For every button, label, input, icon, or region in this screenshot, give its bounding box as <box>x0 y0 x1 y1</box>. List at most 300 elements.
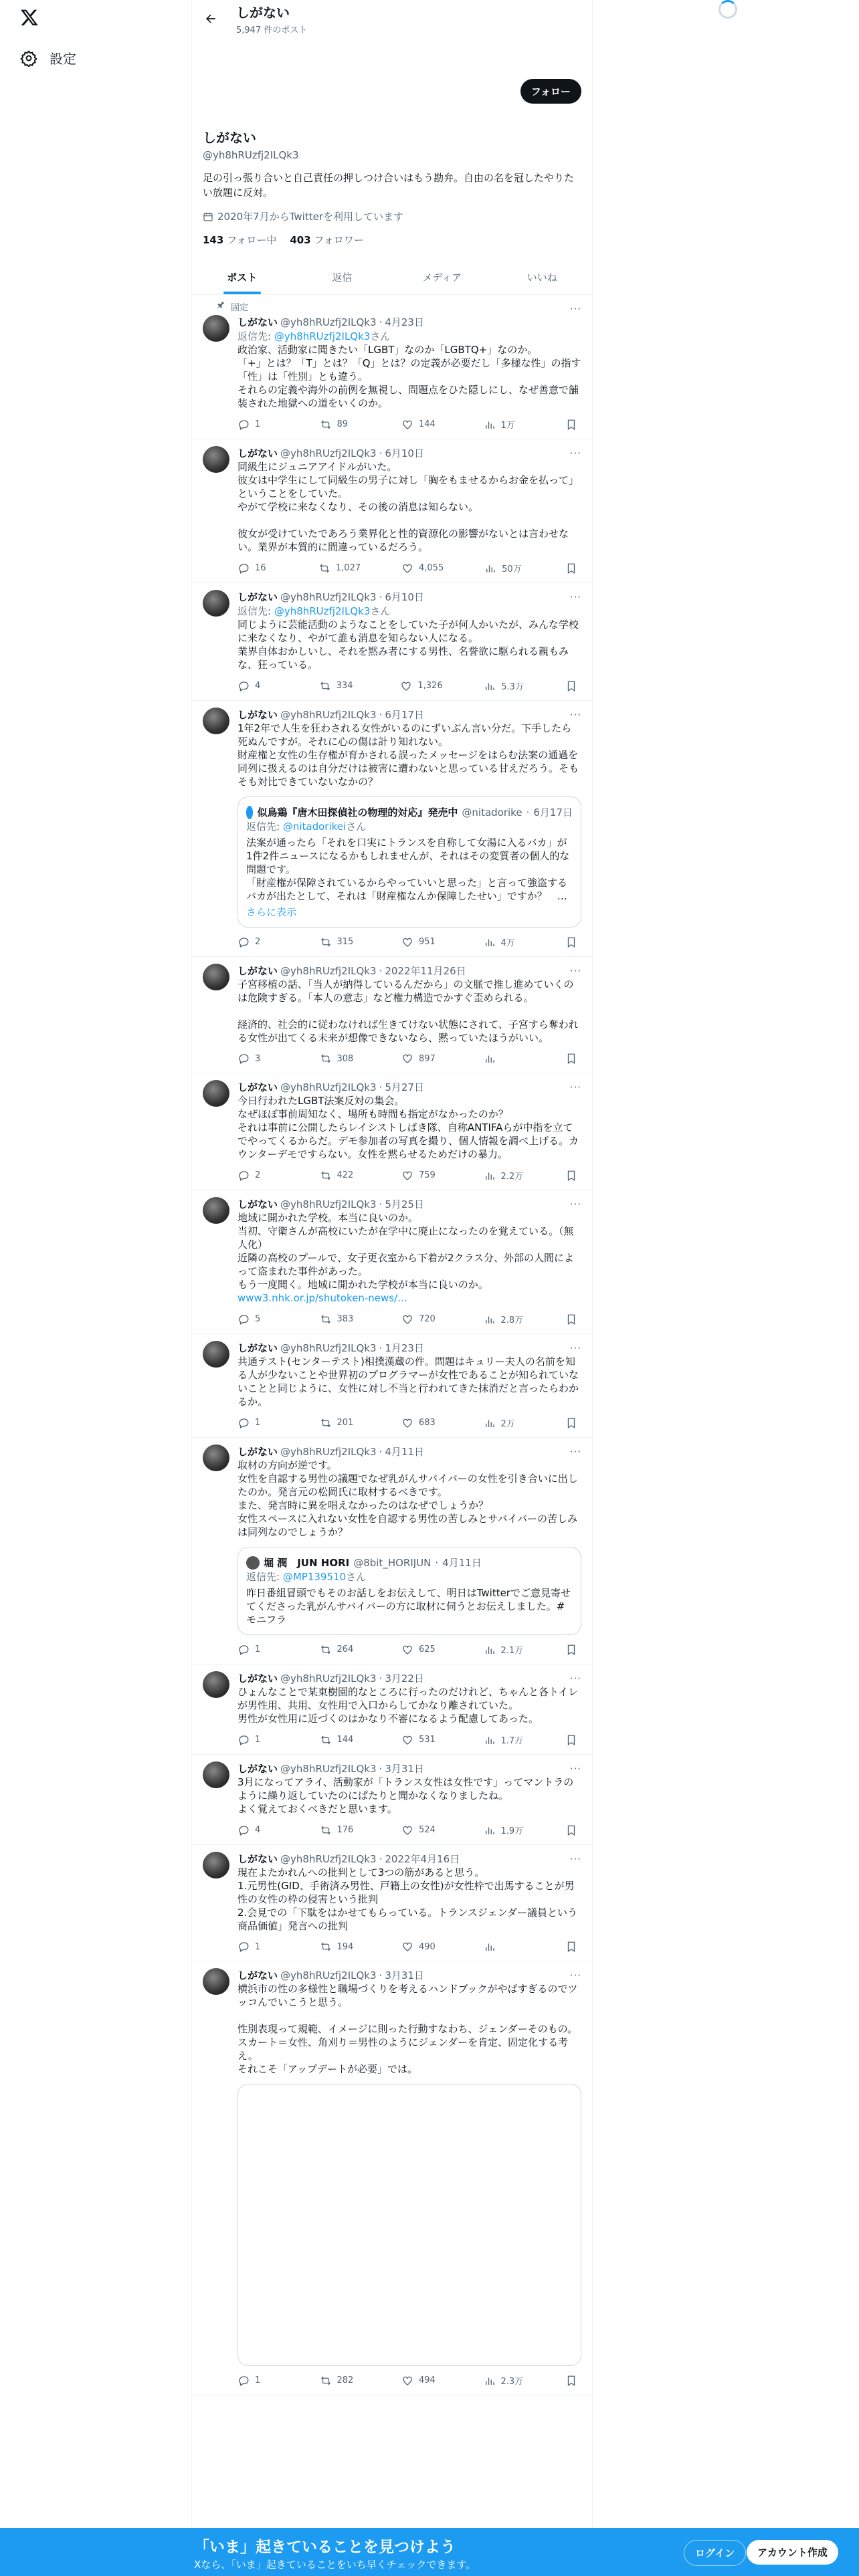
quote-reply-handle: @nitadorikei <box>282 821 347 833</box>
retweet-count: 334 <box>336 681 353 691</box>
tweet[interactable] <box>192 1073 592 1190</box>
retweet-button[interactable] <box>320 1824 360 1836</box>
more-options-icon[interactable]: ··· <box>569 1763 581 1775</box>
header-name: しがない <box>236 5 290 21</box>
tweet-author-name[interactable]: しがない <box>237 965 278 977</box>
like-button[interactable] <box>401 562 444 574</box>
tweet-author-handle[interactable]: @yh8hRUzfj2ILQk3 <box>280 447 377 459</box>
bookmark-button[interactable] <box>565 1733 579 1746</box>
retweet-button[interactable] <box>320 1941 360 1953</box>
tweet-body <box>237 1197 581 1325</box>
tweet-date[interactable]: 6月10日 <box>385 447 424 459</box>
retweet-button[interactable] <box>320 1053 360 1065</box>
like-button[interactable] <box>401 936 442 948</box>
like-button[interactable] <box>401 1053 442 1065</box>
reply-icon <box>237 419 250 431</box>
like-count: 531 <box>419 1735 436 1745</box>
views-count: 1.9万 <box>500 1826 524 1836</box>
quote-reply-to <box>246 819 573 833</box>
tweet-author-handle[interactable]: @yh8hRUzfj2ILQk3 <box>280 1762 377 1775</box>
tweet-date[interactable]: 4月11日 <box>385 1446 424 1458</box>
tweet-author-name[interactable]: しがない <box>237 1969 278 1981</box>
tweet-author-name[interactable]: しがない <box>237 316 278 328</box>
bookmark-icon <box>565 1417 577 1429</box>
tweet-date[interactable]: 2022年11月26日 <box>385 965 466 977</box>
retweet-button[interactable] <box>319 679 359 692</box>
tweet-header: しがない @yh8hRUzfj2ILQk3 · 2022年11月26日 <box>237 964 466 977</box>
retweet-button[interactable] <box>320 2374 360 2387</box>
tweet-body <box>237 1444 581 1656</box>
bookmark-button[interactable] <box>565 1053 579 1065</box>
retweet-icon <box>320 1170 332 1182</box>
tweet-date[interactable]: 5月25日 <box>385 1198 424 1210</box>
bookmark-icon <box>565 1824 577 1836</box>
views-icon <box>484 936 496 948</box>
bookmark-button[interactable] <box>565 936 579 948</box>
tweet-text: 同級生にジュニアアイドルがいた。 彼女は中学生にして同級生の男子に対し「胸をもませるからお金を払って」ということをしていた。 やがて学校に来なくなり、その後の消息は知らない。 彼女が受けていたであろう業界化と性的資源化の影響がないとは言わせない。業界が本質的に間違っているだろう。 <box>237 461 579 553</box>
reply-icon <box>237 2375 250 2387</box>
retweet-icon <box>320 1824 332 1836</box>
bookmark-button[interactable] <box>565 679 579 692</box>
tweet[interactable] <box>192 439 592 583</box>
more-options-icon[interactable]: ··· <box>569 1198 581 1210</box>
tweet-text: 今日行われたLGBT法案反対の集会。 なぜほぼ事前周知なく、場所も時間も指定がなかったのか？ それは事前に公開したらレイシストしばき隊、自称ANTIFAらが中指を立てでやってくるからだ。デモ参加者の写真を撮り、個人情報を調べ上げる。カウンターデモですらない。女性を黙らせるためだけの暴力。 <box>237 1095 579 1160</box>
reply-button[interactable] <box>237 1643 278 1656</box>
tweet-author-handle[interactable]: @yh8hRUzfj2ILQk3 <box>280 1852 377 1865</box>
followers-label: フォロワー <box>314 234 364 246</box>
tweet[interactable] <box>192 1665 592 1755</box>
tweet-body <box>237 1761 581 1836</box>
views-count: 2万 <box>500 1419 515 1429</box>
more-options-icon[interactable]: ··· <box>569 303 581 315</box>
retweet-button[interactable] <box>320 1169 360 1182</box>
tweet-author-handle[interactable]: @yh8hRUzfj2ILQk3 <box>280 708 377 721</box>
like-button[interactable] <box>401 1169 442 1182</box>
heart-icon <box>400 680 412 692</box>
tweet-body <box>237 1852 581 1953</box>
retweet-button[interactable] <box>318 562 361 574</box>
show-more-link[interactable]: さらに表示 <box>246 906 297 918</box>
retweet-icon <box>320 936 332 948</box>
tweet-body <box>237 446 581 574</box>
x-logo-icon[interactable] <box>20 8 39 27</box>
tweet-author-name[interactable]: しがない <box>237 1763 278 1775</box>
bookmark-button[interactable] <box>565 1643 579 1656</box>
retweet-button[interactable] <box>320 1733 360 1746</box>
bookmark-icon <box>565 1644 577 1656</box>
tweet-header: しがない @yh8hRUzfj2ILQk3 · 5月25日 <box>237 1198 424 1210</box>
avatar[interactable] <box>203 590 229 617</box>
tweet-author-name[interactable]: しがない <box>237 447 278 459</box>
avatar[interactable] <box>203 315 229 342</box>
avatar[interactable] <box>203 1671 229 1698</box>
retweet-button[interactable] <box>320 418 360 431</box>
tweet-date[interactable]: 3月22日 <box>385 1673 424 1685</box>
more-options-icon[interactable]: ··· <box>569 1342 581 1354</box>
tab-posts[interactable]: ポスト <box>192 260 292 294</box>
like-count: 524 <box>419 1825 436 1835</box>
like-count: 1,326 <box>417 681 443 691</box>
bookmark-icon <box>565 1734 577 1746</box>
tweet-date[interactable]: 2022年4月16日 <box>385 1853 460 1865</box>
tweet-author-handle[interactable]: @yh8hRUzfj2ILQk3 <box>280 1969 377 1981</box>
retweet-button[interactable] <box>320 1416 360 1429</box>
views-icon <box>484 1053 496 1065</box>
tweet-header: しがない @yh8hRUzfj2ILQk3 · 3月31日 <box>237 1762 424 1775</box>
tweet[interactable] <box>192 583 592 701</box>
bookmark-button[interactable] <box>565 2374 579 2387</box>
tweet-body <box>237 1080 581 1182</box>
reply-count: 1 <box>255 1735 261 1745</box>
like-button[interactable] <box>401 1733 442 1746</box>
avatar[interactable] <box>203 1197 229 1224</box>
tweet[interactable] <box>192 1190 592 1334</box>
nav-settings-label: 設定 <box>50 51 76 67</box>
like-button[interactable] <box>401 1941 442 1953</box>
tweet-author-handle[interactable]: @yh8hRUzfj2ILQk3 <box>280 1198 377 1210</box>
retweet-button[interactable] <box>320 1643 360 1656</box>
tweet-header: しがない @yh8hRUzfj2ILQk3 · 3月22日 <box>237 1672 424 1685</box>
reply-button[interactable] <box>237 1941 278 1953</box>
views-icon <box>484 1941 496 1953</box>
quote-date: 6月17日 <box>533 807 573 819</box>
tweet-date[interactable]: 3月31日 <box>385 1763 424 1775</box>
tweet-date[interactable]: 6月10日 <box>385 591 424 603</box>
reply-to <box>237 604 581 618</box>
reply-to-handle[interactable]: @yh8hRUzfj2ILQk3 <box>274 330 371 342</box>
tweet-text: ひょんなことで某東樹園的なところに行ったのだけれど、ちゃんと各トイレが男性用、共用、女性用で入口からしてかなり離されていた。 男性が女性用に近づくのはかなり不審になるよう配慮してあった。 <box>237 1686 579 1725</box>
avatar[interactable] <box>203 1341 229 1368</box>
pinned-indicator <box>216 300 248 313</box>
reply-button[interactable] <box>237 562 278 574</box>
reply-button[interactable] <box>237 679 278 692</box>
tweet-body <box>237 1671 581 1746</box>
views-button[interactable] <box>484 1169 524 1182</box>
tweet-date[interactable]: 1月23日 <box>385 1342 424 1354</box>
quote-tweet[interactable] <box>237 796 581 928</box>
tweet-actions <box>237 1169 581 1182</box>
like-button[interactable] <box>401 418 442 431</box>
reply-to <box>237 329 581 343</box>
tweet-author-name[interactable]: しがない <box>237 591 278 603</box>
tweet-header: しがない @yh8hRUzfj2ILQk3 · 4月11日 <box>237 1445 424 1458</box>
bookmark-button[interactable] <box>565 562 579 574</box>
tweet-date[interactable]: 4月23日 <box>385 316 424 328</box>
quote-author-handle: @nitadorike <box>462 806 522 819</box>
views-button[interactable] <box>484 1313 524 1325</box>
views-count: 50万 <box>502 564 522 574</box>
bookmark-button[interactable] <box>565 1169 579 1182</box>
retweet-count: 422 <box>337 1170 354 1180</box>
views-button[interactable] <box>484 1416 524 1429</box>
avatar[interactable] <box>203 964 229 990</box>
views-count: 2.8万 <box>500 1315 524 1325</box>
tweet-body <box>237 315 581 431</box>
follow-button[interactable]: フォロー <box>520 79 581 104</box>
reply-count: 2 <box>255 1170 261 1180</box>
reply-count: 5 <box>255 1314 261 1324</box>
retweet-button[interactable] <box>320 1313 360 1325</box>
reply-button[interactable] <box>237 1169 278 1182</box>
reply-icon <box>237 1313 250 1325</box>
tweet-author-handle[interactable]: @yh8hRUzfj2ILQk3 <box>280 1081 377 1093</box>
reply-to-handle[interactable]: @yh8hRUzfj2ILQk3 <box>274 605 371 617</box>
bookmark-icon <box>565 1941 577 1953</box>
retweet-icon <box>320 2375 332 2387</box>
more-options-icon[interactable]: ··· <box>569 709 581 721</box>
tweet-body <box>237 1968 581 2387</box>
views-button[interactable] <box>484 1824 524 1836</box>
profile-joined-text: 2020年7月からTwitterを利用しています <box>217 211 403 223</box>
quote-reply-handle: @MP139510 <box>282 1571 347 1583</box>
tweet-text: 横浜市の性の多様性と職場づくりを考えるハンドブックがやばすぎるのでツッコんでいこうと思う。 性別表現って規範、イメージに則った行動すなわち、ジェンダーそのもの。スカート＝女性、角刈り＝男性のようにジェンダーを肯定、固定化する考え。 それこそ「アップデートが必要」では。 <box>237 1983 578 2075</box>
header-post-count: 5,947 件のポスト <box>236 25 308 35</box>
views-count: 1万 <box>500 421 515 431</box>
reply-button[interactable] <box>237 418 278 431</box>
reply-button[interactable] <box>237 936 278 948</box>
tweet-text: 地域に開かれた学校。本当に良いのか。 当初、守衛さんが高校にいたが在学中に廃止になったのを覚えている。（無人化） 近隣の高校のプールで、女子更衣室から下着が2クラス分、外部の人間によって盗まれた事件があった。 もう一度聞く。地域に開かれた学校が本当に良いのか。 <box>237 1212 575 1291</box>
reply-icon <box>237 1053 250 1065</box>
tweet[interactable] <box>192 1334 592 1438</box>
reply-icon <box>237 562 250 574</box>
tweet-header: しがない @yh8hRUzfj2ILQk3 · 6月10日 <box>237 447 424 459</box>
retweet-count: 89 <box>337 419 349 429</box>
views-count: 5.3万 <box>501 682 524 692</box>
views-button[interactable] <box>484 1053 524 1065</box>
more-options-icon[interactable]: ··· <box>569 1446 581 1458</box>
like-button[interactable] <box>401 1416 442 1429</box>
tweet-author-handle[interactable]: @yh8hRUzfj2ILQk3 <box>280 1445 377 1458</box>
reply-icon <box>237 1941 250 1953</box>
following-link[interactable] <box>203 233 276 247</box>
tweet-author-name[interactable]: しがない <box>237 1198 278 1210</box>
more-options-icon[interactable]: ··· <box>569 1969 581 1981</box>
views-icon <box>484 680 496 692</box>
tweet-header: しがない @yh8hRUzfj2ILQk3 · 2022年4月16日 <box>237 1852 460 1865</box>
tweet[interactable] <box>192 1438 592 1665</box>
retweet-count: 201 <box>337 1418 354 1428</box>
avatar[interactable] <box>203 1080 229 1107</box>
quote-author-name: 堀 潤 JUN HORI <box>264 1557 350 1569</box>
quote-reply-to <box>246 1570 573 1584</box>
quote-tweet[interactable] <box>237 1547 581 1635</box>
tweet-body <box>237 1341 581 1429</box>
bookmark-button[interactable] <box>565 1313 579 1325</box>
tweet-author-name[interactable]: しがない <box>237 1853 278 1865</box>
reply-count: 1 <box>255 2375 261 2385</box>
tweet-body <box>237 964 581 1065</box>
avatar[interactable] <box>203 1761 229 1788</box>
retweet-count: 315 <box>337 937 354 947</box>
tweet[interactable] <box>192 701 592 957</box>
signup-banner <box>0 2528 859 2576</box>
nav-settings[interactable] <box>20 48 76 68</box>
retweet-icon <box>320 1053 332 1065</box>
tweet[interactable] <box>192 1755 592 1845</box>
reply-count: 3 <box>255 1053 261 1064</box>
views-button[interactable] <box>484 2374 524 2387</box>
bookmark-icon <box>565 1170 577 1182</box>
retweet-icon <box>319 680 331 692</box>
tweet-header: しがない @yh8hRUzfj2ILQk3 · 6月17日 <box>237 708 424 721</box>
reply-to-suffix: さん <box>370 330 391 342</box>
more-options-icon[interactable]: ··· <box>569 965 581 977</box>
gear-icon <box>20 49 37 67</box>
bookmark-button[interactable] <box>565 418 579 431</box>
tweet-date[interactable]: 3月31日 <box>385 1969 424 1981</box>
retweet-count: 176 <box>337 1825 354 1835</box>
quote-reply-suffix: さん <box>346 1571 367 1583</box>
like-button[interactable] <box>401 2374 442 2387</box>
views-count: 2.2万 <box>500 1172 524 1182</box>
reply-button[interactable] <box>237 2374 278 2387</box>
heart-icon <box>401 2375 413 2387</box>
heart-icon <box>401 1313 413 1325</box>
tweet-link[interactable]: www3.nhk.or.jp/shutoken-news/… <box>237 1292 408 1304</box>
tweet-author-name[interactable]: しがない <box>237 1673 278 1685</box>
like-count: 144 <box>419 419 436 429</box>
retweet-count: 1,027 <box>335 563 361 573</box>
views-button[interactable] <box>484 1733 524 1746</box>
tab-replies[interactable]: 返信 <box>332 272 353 284</box>
views-count: 1.7万 <box>500 1736 524 1746</box>
heart-icon <box>401 1417 413 1429</box>
following-label: フォロー中 <box>227 234 277 246</box>
reply-button[interactable] <box>237 1416 278 1429</box>
tweet-actions <box>237 1941 581 1953</box>
like-button[interactable] <box>401 1313 442 1325</box>
views-button[interactable] <box>484 679 524 692</box>
like-button[interactable] <box>401 1643 442 1656</box>
signup-button[interactable]: アカウント作成 <box>747 2540 838 2565</box>
views-button[interactable] <box>484 562 524 574</box>
followers-count: 403 <box>290 234 311 246</box>
tweet-author-handle[interactable]: @yh8hRUzfj2ILQk3 <box>280 591 377 603</box>
profile-follow-stats <box>203 233 581 247</box>
tweet-author-handle[interactable]: @yh8hRUzfj2ILQk3 <box>280 1341 377 1354</box>
like-button[interactable] <box>401 1824 442 1836</box>
like-count: 490 <box>419 1941 436 1952</box>
tweet-author-handle[interactable]: @yh8hRUzfj2ILQk3 <box>280 316 377 328</box>
reply-button[interactable] <box>237 1733 278 1746</box>
tweet-actions <box>237 562 581 574</box>
tweet[interactable] <box>192 1961 592 2395</box>
reply-button[interactable] <box>237 1313 278 1325</box>
views-button[interactable] <box>484 418 524 431</box>
tweet[interactable] <box>192 957 592 1073</box>
tweet-author-name[interactable]: しがない <box>237 1446 278 1458</box>
tweet-media[interactable] <box>237 2084 581 2366</box>
reply-count: 4 <box>255 1825 261 1835</box>
reply-count: 4 <box>255 681 261 691</box>
tab-media[interactable]: メディア <box>422 272 462 284</box>
like-count: 494 <box>419 2375 436 2385</box>
followers-link[interactable] <box>290 233 363 247</box>
signup-banner-title: 「いま」起きていることを見つけよう <box>194 2539 456 2556</box>
tweet-text: 3月になってアライ、活動家が「トランス女性は女性です」ってマントラのように繰り返していたのにぱたりと聞かなくなりましたね。 よく覚えておくべきだと思います。 <box>237 1776 574 1815</box>
heart-icon <box>401 1824 413 1836</box>
tweet-actions <box>237 1416 581 1429</box>
views-count: 2.3万 <box>500 2377 524 2387</box>
tweet[interactable] <box>192 295 592 439</box>
tweet-date[interactable]: 5月27日 <box>385 1081 424 1093</box>
more-options-icon[interactable]: ··· <box>569 591 581 603</box>
quote-reply-suffix: さん <box>346 821 367 833</box>
bookmark-button[interactable] <box>565 1416 579 1429</box>
tweet-author-name[interactable]: しがない <box>237 1081 278 1093</box>
tweet-author-name[interactable]: しがない <box>237 709 278 721</box>
tweet-author-name[interactable]: しがない <box>237 1342 278 1354</box>
like-button[interactable] <box>400 679 442 692</box>
profile-joined <box>203 209 581 223</box>
avatar[interactable] <box>203 446 229 473</box>
reply-button[interactable] <box>237 1053 278 1065</box>
reply-count: 1 <box>255 1418 261 1428</box>
like-count: 759 <box>419 1170 436 1180</box>
avatar[interactable] <box>203 1444 229 1471</box>
more-options-icon[interactable]: ··· <box>569 1081 581 1093</box>
heart-icon <box>401 419 413 431</box>
retweet-count: 308 <box>337 1053 354 1064</box>
heart-icon <box>401 1734 413 1746</box>
quote-text: 昨日番組冒頭でもそのお話しをお伝えして、明日はTwitterでご意見寄せてくださった乳がんサバイバーの方に取材に伺うとお伝えしました。#モニフラ <box>246 1587 571 1626</box>
like-count: 720 <box>419 1314 436 1324</box>
more-options-icon[interactable]: ··· <box>569 1853 581 1865</box>
heart-icon <box>401 1644 413 1656</box>
views-button[interactable] <box>484 936 524 948</box>
reply-to-prefix: 返信先: <box>237 330 274 342</box>
loading-spinner-icon <box>719 0 737 19</box>
more-options-icon[interactable]: ··· <box>569 447 581 459</box>
tweet-author-handle[interactable]: @yh8hRUzfj2ILQk3 <box>280 964 377 977</box>
views-button[interactable] <box>484 1643 524 1656</box>
tweet[interactable] <box>192 1845 592 1961</box>
retweet-button[interactable] <box>320 936 360 948</box>
avatar[interactable] <box>203 1852 229 1879</box>
avatar[interactable] <box>203 708 229 734</box>
profile-column <box>191 0 593 2576</box>
tab-likes[interactable]: いいね <box>527 272 557 284</box>
views-button[interactable] <box>484 1941 524 1953</box>
retweet-icon <box>320 1941 332 1953</box>
tweet-author-handle[interactable]: @yh8hRUzfj2ILQk3 <box>280 1672 377 1685</box>
tweet-text: 子宮移植の話、「当人が納得しているんだから」の文脈で推し進めていくのは危険すぎる。「本人の意志」など権力構造でかすぐ歪められる。 経済的、社会的に従わなければ生きてけない状態にされて、子宮すら奪われる女性が出てくる未来が想像できないなら、黙っていたほうがいい。 <box>237 978 579 1044</box>
retweet-icon <box>320 1734 332 1746</box>
profile-info <box>192 37 592 247</box>
views-icon <box>484 1824 496 1836</box>
bookmark-button[interactable] <box>565 1824 579 1836</box>
tweet-actions <box>237 1053 581 1065</box>
tweet-date[interactable]: 6月17日 <box>385 709 424 721</box>
bookmark-button[interactable] <box>565 1941 579 1953</box>
quote-avatar <box>246 806 253 819</box>
back-button[interactable] <box>200 8 221 29</box>
views-icon <box>484 1734 496 1746</box>
more-options-icon[interactable]: ··· <box>569 1673 581 1685</box>
retweet-count: 264 <box>337 1644 354 1654</box>
heart-icon <box>401 1053 413 1065</box>
quote-author-handle: @8bit_HORIJUN <box>353 1556 432 1569</box>
avatar[interactable] <box>203 1968 229 1995</box>
bookmark-icon <box>565 1313 577 1325</box>
reply-count: 1 <box>255 1644 261 1654</box>
login-button[interactable]: ログイン <box>684 2540 746 2566</box>
views-icon <box>484 1644 496 1656</box>
retweet-icon <box>320 1417 332 1429</box>
timeline <box>192 295 592 2395</box>
retweet-icon <box>320 1644 332 1656</box>
reply-button[interactable] <box>237 1824 278 1836</box>
